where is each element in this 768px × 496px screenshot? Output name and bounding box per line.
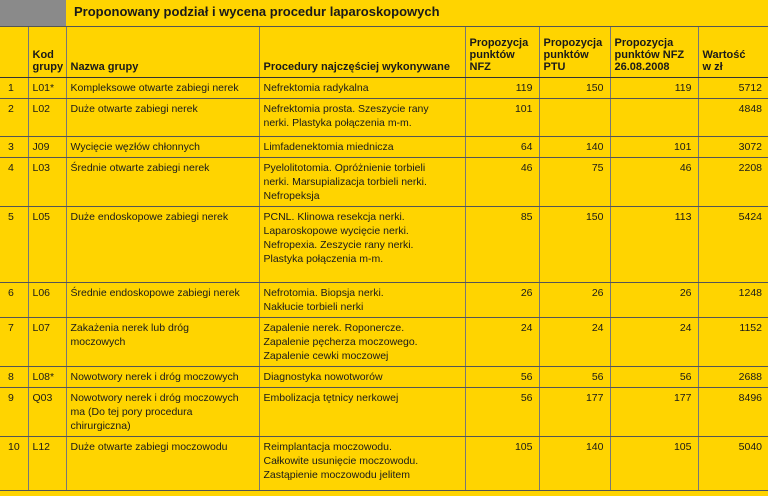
kod-grupy-cell: Q03 xyxy=(28,388,66,437)
table-row xyxy=(0,283,768,318)
header-propozycja-nfz-2008: Propozycja punktów NFZ 26.08.2008 xyxy=(610,27,698,78)
procedures-table xyxy=(0,27,768,491)
row-number: 7 xyxy=(0,318,28,367)
title-bar xyxy=(0,0,768,27)
procedury-cell: Embolizacja tętnicy nerkowej xyxy=(259,388,465,437)
table-row xyxy=(0,207,768,283)
wartosc-cell: 5424 xyxy=(698,207,768,283)
wartosc-cell: 5712 xyxy=(698,78,768,99)
header-kod-grupy: Kod grupy xyxy=(28,27,66,78)
procedury-cell: Reimplantacja moczowodu. Całkowite usunięcie moczowodu. Zastąpienie moczowodu jelitem xyxy=(259,437,465,491)
header-propozycja-ptu: Propozycja punktów PTU xyxy=(539,27,610,78)
table-row xyxy=(0,318,768,367)
nazwa-grupy-cell: Duże otwarte zabiegi nerek xyxy=(66,99,259,137)
wartosc-cell: 3072 xyxy=(698,137,768,158)
procedury-cell: Zapalenie nerek. Roponercze. Zapalenie pęcherza moczowego. Zapalenie cewki moczowej xyxy=(259,318,465,367)
header-wartosc: Wartość w zł xyxy=(698,27,768,78)
header-procedury: Procedury najczęściej wykonywane xyxy=(259,27,465,78)
propozycja-nfz-2008-cell: 177 xyxy=(610,388,698,437)
wartosc-cell: 5040 xyxy=(698,437,768,491)
kod-grupy-cell: L05 xyxy=(28,207,66,283)
table-row xyxy=(0,137,768,158)
propozycja-nfz-cell: 26 xyxy=(465,283,539,318)
kod-grupy-cell: L08* xyxy=(28,367,66,388)
propozycja-nfz-cell: 64 xyxy=(465,137,539,158)
procedury-cell: Diagnostyka nowotworów xyxy=(259,367,465,388)
procedury-cell: Limfadenektomia miednicza xyxy=(259,137,465,158)
propozycja-nfz-2008-cell: 24 xyxy=(610,318,698,367)
nazwa-grupy-cell: Nowotwory nerek i dróg moczowych ma (Do tej pory procedura chirurgiczna) xyxy=(66,388,259,437)
table-row xyxy=(0,388,768,437)
row-number: 4 xyxy=(0,158,28,207)
propozycja-nfz-2008-cell: 101 xyxy=(610,137,698,158)
kod-grupy-cell: J09 xyxy=(28,137,66,158)
nazwa-grupy-cell: Zakażenia nerek lub dróg moczowych xyxy=(66,318,259,367)
wartosc-cell: 1248 xyxy=(698,283,768,318)
header-num xyxy=(0,27,28,78)
row-number: 9 xyxy=(0,388,28,437)
propozycja-nfz-cell: 101 xyxy=(465,99,539,137)
nazwa-grupy-cell: Duże endoskopowe zabiegi nerek xyxy=(66,207,259,283)
row-number: 10 xyxy=(0,437,28,491)
kod-grupy-cell: L01* xyxy=(28,78,66,99)
propozycja-nfz-2008-cell xyxy=(610,99,698,137)
procedury-cell: Nefrektomia prosta. Szeszycie rany nerki. Plastyka połączenia m-m. xyxy=(259,99,465,137)
procedury-cell: PCNL. Klinowa resekcja nerki. Laparoskopowe wycięcie nerki. Nefropexia. Zeszycie rany nerki. Plastyka połączenia m-m. xyxy=(259,207,465,283)
propozycja-nfz-2008-cell: 113 xyxy=(610,207,698,283)
procedury-cell: Nefrotomia. Biopsja nerki. Nakłucie torbieli nerki xyxy=(259,283,465,318)
propozycja-nfz-cell: 105 xyxy=(465,437,539,491)
nazwa-grupy-cell: Średnie otwarte zabiegi nerek xyxy=(66,158,259,207)
propozycja-nfz-cell: 56 xyxy=(465,388,539,437)
propozycja-ptu-cell: 24 xyxy=(539,318,610,367)
nazwa-grupy-cell: Kompleksowe otwarte zabiegi nerek xyxy=(66,78,259,99)
kod-grupy-cell: L06 xyxy=(28,283,66,318)
propozycja-ptu-cell: 56 xyxy=(539,367,610,388)
table-row xyxy=(0,78,768,99)
propozycja-ptu-cell: 150 xyxy=(539,207,610,283)
propozycja-nfz-cell: 24 xyxy=(465,318,539,367)
propozycja-nfz-2008-cell: 105 xyxy=(610,437,698,491)
row-number: 5 xyxy=(0,207,28,283)
nazwa-grupy-cell: Średnie endoskopowe zabiegi nerek xyxy=(66,283,259,318)
row-number: 3 xyxy=(0,137,28,158)
propozycja-nfz-2008-cell: 26 xyxy=(610,283,698,318)
propozycja-ptu-cell: 177 xyxy=(539,388,610,437)
wartosc-cell: 2208 xyxy=(698,158,768,207)
propozycja-ptu-cell: 140 xyxy=(539,137,610,158)
wartosc-cell: 4848 xyxy=(698,99,768,137)
propozycja-nfz-cell: 119 xyxy=(465,78,539,99)
table-row xyxy=(0,158,768,207)
table-header-row xyxy=(0,27,768,78)
wartosc-cell: 1152 xyxy=(698,318,768,367)
nazwa-grupy-cell: Wycięcie węzłów chłonnych xyxy=(66,137,259,158)
nazwa-grupy-cell: Duże otwarte zabiegi moczowodu xyxy=(66,437,259,491)
propozycja-ptu-cell: 75 xyxy=(539,158,610,207)
table-row xyxy=(0,99,768,137)
propozycja-nfz-2008-cell: 46 xyxy=(610,158,698,207)
propozycja-nfz-2008-cell: 119 xyxy=(610,78,698,99)
propozycja-nfz-cell: 85 xyxy=(465,207,539,283)
row-number: 2 xyxy=(0,99,28,137)
table-row xyxy=(0,367,768,388)
kod-grupy-cell: L02 xyxy=(28,99,66,137)
table-row xyxy=(0,437,768,491)
page-title: Proponowany podział i wycena procedur laparoskopowych xyxy=(74,4,440,19)
propozycja-ptu-cell xyxy=(539,99,610,137)
kod-grupy-cell: L07 xyxy=(28,318,66,367)
propozycja-ptu-cell: 26 xyxy=(539,283,610,318)
procedury-cell: Nefrektomia radykalna xyxy=(259,78,465,99)
header-nazwa-grupy: Nazwa grupy xyxy=(66,27,259,78)
propozycja-nfz-cell: 46 xyxy=(465,158,539,207)
nazwa-grupy-cell: Nowotwory nerek i dróg moczowych xyxy=(66,367,259,388)
kod-grupy-cell: L12 xyxy=(28,437,66,491)
wartosc-cell: 2688 xyxy=(698,367,768,388)
wartosc-cell: 8496 xyxy=(698,388,768,437)
kod-grupy-cell: L03 xyxy=(28,158,66,207)
title-corner-block xyxy=(0,0,66,26)
row-number: 6 xyxy=(0,283,28,318)
propozycja-ptu-cell: 140 xyxy=(539,437,610,491)
propozycja-nfz-cell: 56 xyxy=(465,367,539,388)
propozycja-ptu-cell: 150 xyxy=(539,78,610,99)
row-number: 1 xyxy=(0,78,28,99)
procedury-cell: Pyelolitotomia. Opróżnienie torbieli nerki. Marsupializacja torbieli nerki. Nefropeksja xyxy=(259,158,465,207)
row-number: 8 xyxy=(0,367,28,388)
propozycja-nfz-2008-cell: 56 xyxy=(610,367,698,388)
header-propozycja-nfz: Propozycja punktów NFZ xyxy=(465,27,539,78)
